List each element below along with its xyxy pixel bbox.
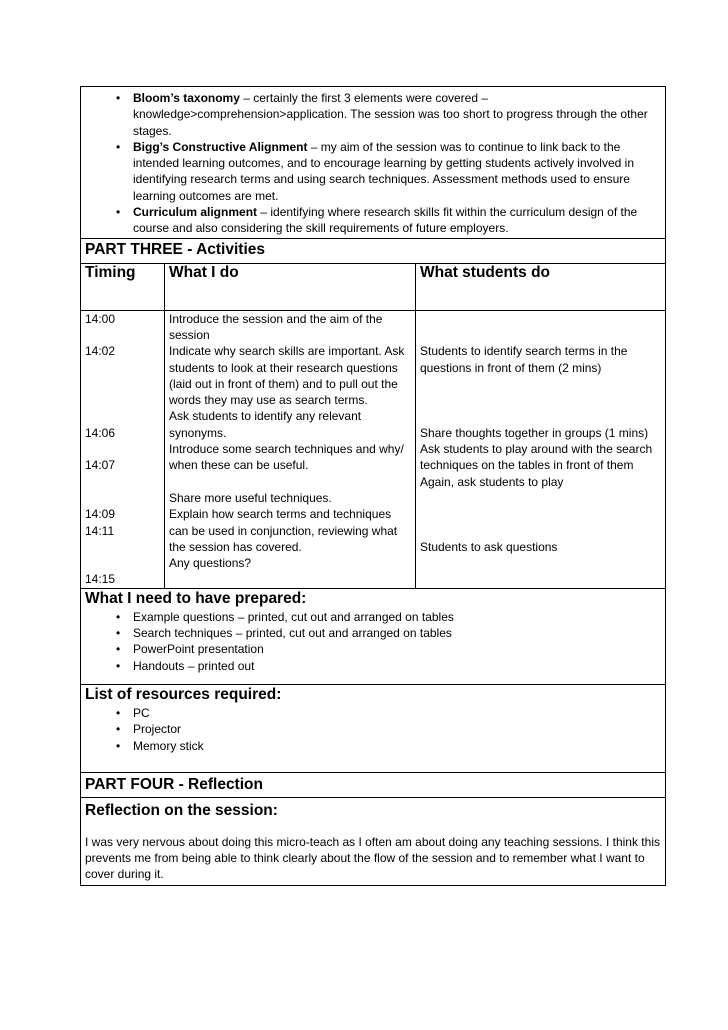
prepared-list	[85, 609, 661, 674]
time-value: 14:06	[85, 425, 116, 440]
intro-cell	[81, 87, 666, 239]
intro-row	[81, 87, 666, 239]
list-item: • Bigg’s Constructive Alignment – my aim of the session was to continue to link back to the intended learning outcomes, and to encourage learning by getting students actively involved in identifying research terms and using search techniques. Assessment methods used to ensure learning outcomes are met.	[116, 139, 634, 203]
bullet-icon: •	[116, 609, 121, 624]
list-item: • Handouts – printed out	[116, 658, 255, 673]
reflection-row	[81, 797, 666, 885]
activity-text: Share more useful techniques.	[169, 490, 332, 505]
resources-heading: List of resources required:	[85, 685, 282, 703]
resources-row	[81, 684, 666, 772]
list-item: • Bloom’s taxonomy – certainly the first 3 elements were covered – knowledge>comprehension>application. The session was too short to progress through the other stages.	[116, 91, 648, 138]
bullet-icon: •	[116, 658, 121, 673]
bullet-icon: •	[116, 91, 121, 105]
bullet-icon: •	[116, 642, 121, 657]
activity-text: Introduce the session and the aim of the session	[169, 311, 383, 342]
activity-text: Explain how search terms and techniques can be used in conjunction, reviewing what the session has covered.	[169, 507, 398, 554]
bullet-icon: •	[116, 205, 121, 220]
activity-text: Indicate why search skills are important. Ask students to look at their research questions (laid out in front of them) and to pull out the words they may use as search terms.	[169, 344, 405, 408]
part-three-heading: PART THREE - Activities	[81, 238, 666, 263]
document-page	[80, 86, 665, 886]
prepared-row	[81, 588, 666, 684]
bullet-icon: •	[116, 705, 121, 720]
prepared-cell	[81, 588, 666, 684]
student-text: Students to identify search terms in the questions in front of them (2 mins)	[420, 344, 628, 375]
prepared-heading: What I need to have prepared:	[85, 589, 307, 607]
activity-text: Ask students to identify any relevant synonyms.	[169, 409, 362, 440]
column-header-row	[81, 263, 666, 310]
resources-list	[85, 705, 661, 754]
list-item: • Search techniques – printed, cut out and arranged on tables	[116, 626, 452, 641]
student-text: Again, ask students to play	[420, 474, 564, 489]
activity-text: Introduce some search techniques and why/ when these can be useful.	[169, 442, 404, 473]
what-i-do-column	[165, 310, 416, 588]
list-item: • PC	[116, 705, 150, 720]
reflection-heading: Reflection on the session:	[85, 801, 278, 819]
list-item: • Example questions – printed, cut out and arranged on tables	[116, 609, 454, 624]
resources-cell	[81, 684, 666, 772]
bullet-icon: •	[116, 139, 121, 154]
list-item: • Curriculum alignment – identifying where research skills fit within the curriculum design of the course and also considering the skill requirements of future employers.	[116, 205, 638, 236]
time-value: 14:00	[85, 311, 116, 326]
activity-text: Any questions?	[169, 556, 252, 571]
part-four-heading: PART FOUR - Reflection	[81, 772, 666, 797]
list-item: • PowerPoint presentation	[116, 642, 264, 657]
reflection-text: I was very nervous about doing this micro-teach as I often am about doing any teaching sessions. I think this prevents me from being able to think clearly about the flow of the session and to remember what I want to cover during it.	[85, 834, 660, 882]
student-text: Ask students to play around with the search techniques on the tables in front of them	[420, 442, 653, 473]
bullet-icon: •	[116, 626, 121, 641]
timing-header: Timing	[81, 263, 165, 310]
what-students-do-header: What students do	[416, 263, 666, 310]
part-three-row	[81, 238, 666, 263]
what-i-do-header: What I do	[165, 263, 416, 310]
time-value: 14:09	[85, 507, 116, 522]
timing-column	[81, 310, 165, 588]
bullet-icon: •	[116, 738, 121, 753]
time-value: 14:07	[85, 458, 116, 473]
list-item: • Memory stick	[116, 738, 204, 753]
reflection-cell	[81, 797, 666, 885]
student-text: Share thoughts together in groups (1 mins)	[420, 425, 649, 440]
bullet-icon: •	[116, 722, 121, 737]
student-text: Students to ask questions	[420, 539, 558, 554]
activities-row	[81, 310, 666, 588]
lesson-plan-table	[80, 86, 666, 886]
time-value: 14:11	[85, 523, 115, 538]
list-item: • Projector	[116, 722, 182, 737]
part-four-row	[81, 772, 666, 797]
what-students-do-column	[416, 310, 666, 588]
intro-bullet-list	[85, 90, 661, 237]
time-value: 14:15	[85, 572, 116, 587]
time-value: 14:02	[85, 344, 116, 359]
